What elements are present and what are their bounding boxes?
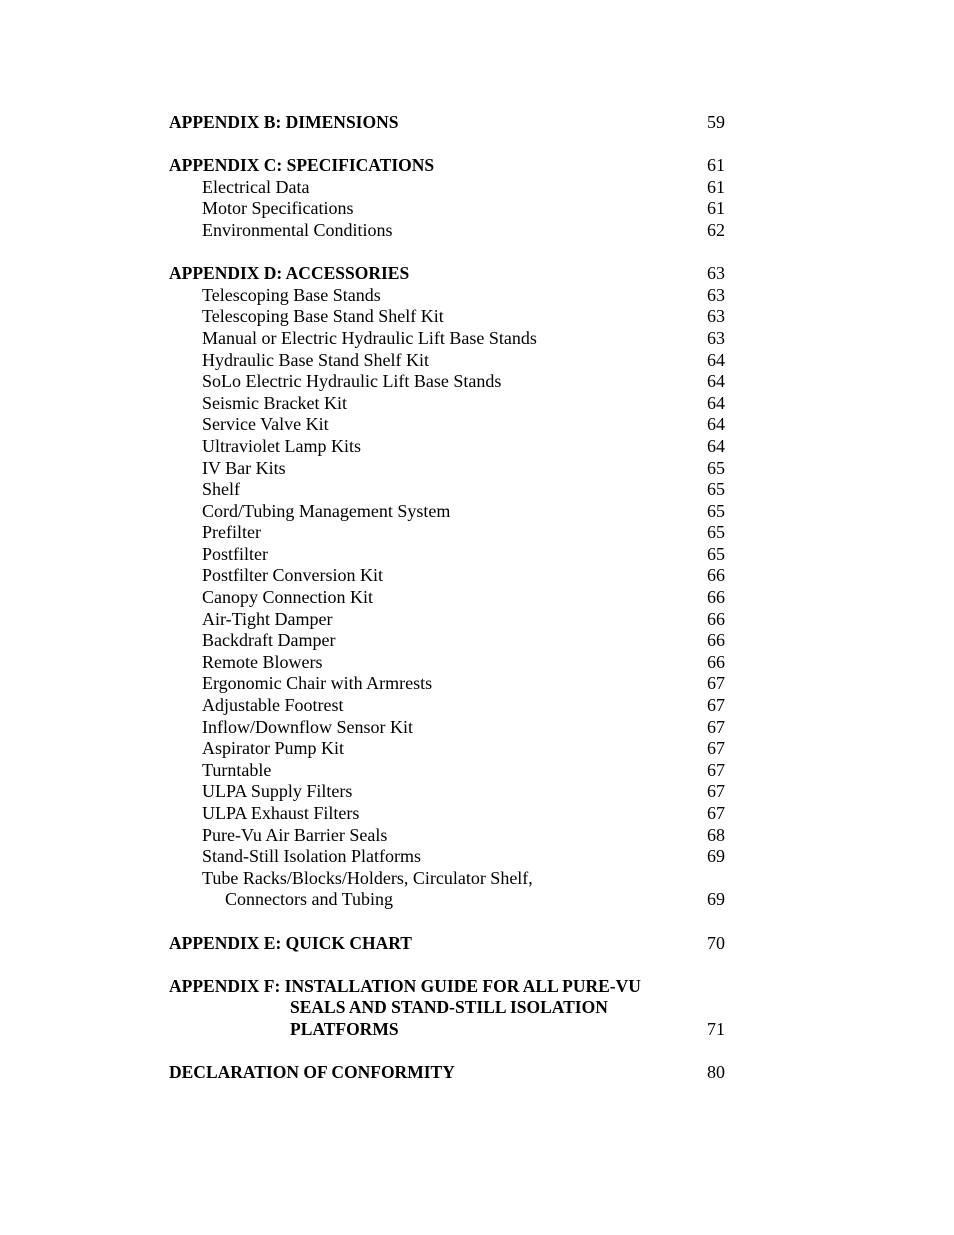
toc-page-number: 67 (707, 738, 725, 759)
toc-sub-entry[interactable] (169, 781, 729, 803)
toc-page-number: 66 (707, 565, 725, 586)
toc-page-number: 67 (707, 759, 725, 780)
toc-sub-entry[interactable] (169, 501, 729, 523)
toc-entry-tube-racks[interactable] (169, 868, 729, 890)
toc-entry-title: Telescoping Base Stand Shelf Kit (202, 306, 444, 327)
toc-page-number: 67 (707, 781, 725, 802)
toc-page-number: 66 (707, 630, 725, 651)
toc-page-number: 64 (707, 349, 725, 370)
toc-sub-entry[interactable] (169, 177, 729, 199)
toc-entry-title: Remote Blowers (202, 651, 323, 672)
toc-sub-entry[interactable] (169, 371, 729, 393)
toc-page-number: 65 (707, 522, 725, 543)
toc-entry-title: Inflow/Downflow Sensor Kit (202, 716, 413, 737)
toc-page-number: 65 (707, 457, 725, 478)
toc-entry-title: Turntable (202, 759, 272, 780)
toc-entry-title: Telescoping Base Stands (202, 284, 381, 305)
toc-entry-title: Hydraulic Base Stand Shelf Kit (202, 349, 429, 370)
toc-page-number: 65 (707, 543, 725, 564)
toc-page-number: 64 (707, 435, 725, 456)
toc-sub-entry[interactable] (169, 825, 729, 847)
toc-sub-entry[interactable] (169, 479, 729, 501)
toc-entry-appendix-b[interactable] (169, 112, 729, 134)
toc-page-number: 61 (707, 198, 725, 219)
toc-entry-title: DECLARATION OF CONFORMITY (169, 1062, 455, 1083)
toc-page-number: 63 (707, 327, 725, 348)
appendix-d-items (169, 285, 729, 868)
toc-entry-title: Tube Racks/Blocks/Holders, Circulator Shelf, (202, 867, 533, 888)
toc-entry-title: Motor Specifications (202, 198, 354, 219)
toc-sub-entry[interactable] (169, 565, 729, 587)
toc-sub-entry[interactable] (169, 630, 729, 652)
toc-sub-entry[interactable] (169, 760, 729, 782)
toc-sub-entry[interactable] (169, 198, 729, 220)
toc-sub-entry[interactable] (169, 285, 729, 307)
toc-sub-entry[interactable] (169, 458, 729, 480)
toc-sub-entry[interactable] (169, 738, 729, 760)
table-of-contents (169, 112, 729, 1084)
toc-page-number: 65 (707, 479, 725, 500)
toc-page-number: 70 (707, 932, 725, 953)
toc-sub-entry[interactable] (169, 652, 729, 674)
toc-page-number: 61 (707, 155, 725, 176)
toc-sub-entry[interactable] (169, 350, 729, 372)
toc-entry-title: Postfilter (202, 543, 268, 564)
toc-page-number: 64 (707, 392, 725, 413)
toc-entry-title: Aspirator Pump Kit (202, 738, 344, 759)
toc-sub-entry[interactable] (169, 544, 729, 566)
toc-page-number: 80 (707, 1062, 725, 1083)
toc-page-number: 61 (707, 176, 725, 197)
spacer (169, 242, 729, 264)
toc-entry-title: Electrical Data (202, 176, 310, 197)
toc-entry-title: Cord/Tubing Management System (202, 500, 451, 521)
toc-entry-title: Adjustable Footrest (202, 695, 344, 716)
toc-entry-title: APPENDIX F: INSTALLATION GUIDE FOR ALL PURE-VU (169, 975, 641, 996)
toc-entry-appendix-f-cont2[interactable] (169, 1019, 729, 1041)
toc-sub-entry[interactable] (169, 393, 729, 415)
toc-sub-entry[interactable] (169, 587, 729, 609)
toc-sub-entry[interactable] (169, 717, 729, 739)
toc-entry-title: Postfilter Conversion Kit (202, 565, 383, 586)
toc-entry-appendix-f[interactable] (169, 976, 729, 998)
toc-page-number: 71 (707, 1018, 725, 1039)
toc-entry-title: PLATFORMS (290, 1018, 399, 1039)
toc-page-number: 62 (707, 219, 725, 240)
toc-entry-title: Canopy Connection Kit (202, 587, 373, 608)
toc-sub-entry[interactable] (169, 609, 729, 631)
spacer (169, 1041, 729, 1063)
toc-page-number: 65 (707, 500, 725, 521)
toc-entry-appendix-c[interactable] (169, 155, 729, 177)
toc-entry-title: IV Bar Kits (202, 457, 286, 478)
toc-page-number: 66 (707, 651, 725, 672)
toc-page-number: 66 (707, 608, 725, 629)
toc-entry-title: ULPA Exhaust Filters (202, 803, 360, 823)
toc-entry-title: Environmental Conditions (202, 219, 393, 240)
toc-entry-title: SEALS AND STAND-STILL ISOLATION (290, 997, 608, 1018)
toc-entry-title: APPENDIX B: DIMENSIONS (169, 112, 399, 132)
toc-entry-title: Service Valve Kit (202, 414, 329, 435)
appendix-c-items (169, 177, 729, 242)
toc-entry-title: Prefilter (202, 522, 261, 543)
toc-sub-entry[interactable] (169, 220, 729, 242)
toc-entry-title: Air-Tight Damper (202, 608, 333, 629)
toc-entry-appendix-e[interactable] (169, 933, 729, 955)
toc-sub-entry[interactable] (169, 328, 729, 350)
toc-page-number: 63 (707, 263, 725, 284)
toc-entry-appendix-f-cont[interactable] (169, 997, 729, 1019)
spacer (169, 134, 729, 156)
toc-entry-tube-racks-cont[interactable] (169, 889, 729, 911)
toc-page-number: 64 (707, 414, 725, 435)
toc-entry-title: APPENDIX E: QUICK CHART (169, 932, 412, 953)
toc-sub-entry[interactable] (169, 414, 729, 436)
toc-page-number: 68 (707, 824, 725, 845)
toc-entry-title: Backdraft Damper (202, 630, 336, 651)
toc-page-number: 67 (707, 673, 725, 694)
toc-entry-title: Shelf (202, 479, 240, 500)
toc-sub-entry[interactable] (169, 673, 729, 695)
toc-page-number: 64 (707, 371, 725, 392)
toc-entry-appendix-d[interactable] (169, 263, 729, 285)
toc-entry-title: APPENDIX C: SPECIFICATIONS (169, 155, 435, 176)
toc-sub-entry[interactable] (169, 306, 729, 328)
toc-page-number: 67 (707, 716, 725, 737)
spacer (169, 911, 729, 933)
toc-sub-entry[interactable] (169, 803, 729, 825)
toc-sub-entry[interactable] (169, 695, 729, 717)
toc-page-number: 67 (707, 695, 725, 716)
toc-entry-declaration[interactable] (169, 1062, 729, 1084)
toc-page-number: 69 (707, 846, 725, 867)
toc-entry-title: Seismic Bracket Kit (202, 392, 347, 413)
toc-entry-title: Connectors and Tubing (225, 889, 394, 910)
toc-entry-title: APPENDIX D: ACCESSORIES (169, 263, 410, 284)
toc-entry-title: ULPA Supply Filters (202, 781, 353, 802)
toc-entry-title: Ergonomic Chair with Armrests (202, 673, 433, 694)
toc-page-number: 66 (707, 587, 725, 608)
toc-entry-title: SoLo Electric Hydraulic Lift Base Stands (202, 371, 502, 392)
toc-page-number: 63 (707, 284, 725, 305)
spacer (169, 954, 729, 976)
toc-sub-entry[interactable] (169, 846, 729, 868)
toc-entry-title: Pure-Vu Air Barrier Seals (202, 824, 388, 845)
toc-entry-title: Manual or Electric Hydraulic Lift Base Stands (202, 327, 537, 348)
toc-entry-title: Ultraviolet Lamp Kits (202, 435, 361, 456)
toc-page-number: 59 (707, 112, 725, 132)
toc-sub-entry[interactable] (169, 522, 729, 544)
toc-entry-title: Stand-Still Isolation Platforms (202, 846, 421, 867)
toc-page-number: 69 (707, 889, 725, 910)
toc-page-number: 67 (707, 803, 725, 823)
toc-sub-entry[interactable] (169, 436, 729, 458)
toc-page-number: 63 (707, 306, 725, 327)
